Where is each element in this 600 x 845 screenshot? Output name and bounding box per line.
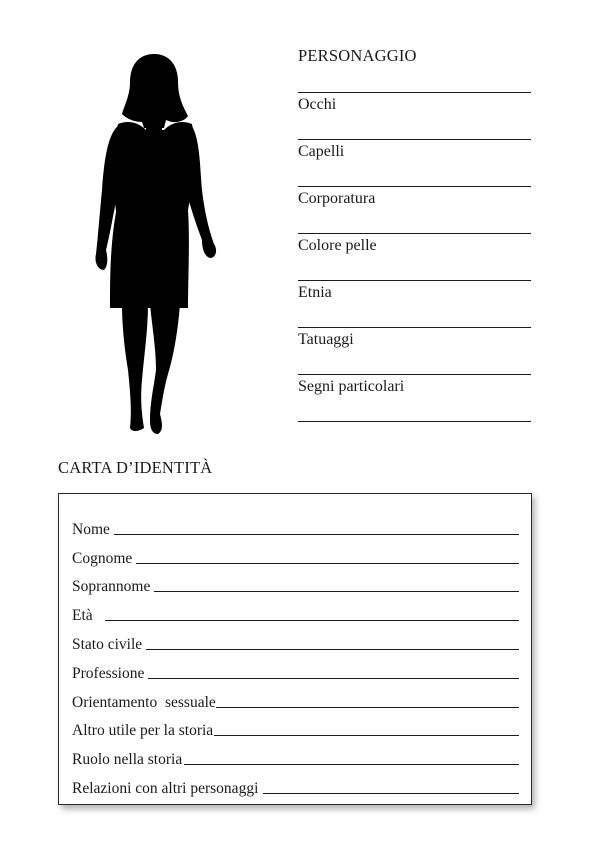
trait-label: Corporatura [298,190,376,207]
field-line[interactable] [114,534,519,535]
field-line[interactable] [148,678,519,679]
field-label: Ruolo nella storia [72,751,183,769]
trait-line[interactable] [298,421,531,422]
field-line[interactable] [105,620,519,621]
field-line[interactable] [184,764,519,765]
field-story-role [72,740,519,769]
field-age [72,596,519,625]
trait-eyes [298,95,534,140]
trait-skin-color [298,236,534,281]
field-last-name [72,539,519,568]
trait-label: Occhi [298,96,337,113]
character-traits [298,46,534,422]
field-line[interactable] [136,563,519,564]
field-line[interactable] [214,735,519,736]
trait-label: Etnia [298,284,332,301]
field-profession [72,654,519,683]
trait-label: Segni particolari [298,378,405,395]
field-orientation [72,683,519,712]
field-nickname [72,568,519,597]
field-label: Soprannome [72,578,151,596]
trait-line[interactable] [298,280,531,281]
field-label: Cognome [72,549,133,567]
field-label: Altro utile per la storia [72,722,214,740]
trait-label: Tatuaggi [298,331,354,348]
trait-label: Capelli [298,143,345,160]
trait-line[interactable] [298,186,531,187]
trait-label: Colore pelle [298,237,377,254]
identity-card [58,493,532,805]
trait-ethnicity [298,283,534,328]
field-label: Professione [72,664,145,682]
field-label: Età [72,607,93,625]
field-label: Nome [72,520,110,538]
identity-fields [72,510,519,798]
field-line[interactable] [263,793,519,794]
field-label: Relazioni con altri personaggi [72,779,259,797]
character-name-line[interactable] [298,92,531,93]
field-label: Orientamento sessuale [72,693,216,711]
character-title: PERSONAGGIO [298,46,417,65]
field-marital-status [72,625,519,654]
trait-line[interactable] [298,327,531,328]
field-relationships [72,769,519,798]
field-first-name [72,510,519,539]
trait-hair [298,142,534,187]
field-story-notes [72,712,519,741]
field-line[interactable] [154,591,519,592]
identity-card-title: CARTA D’IDENTITÀ [58,458,213,477]
trait-tattoos [298,330,534,375]
trait-build [298,189,534,234]
trait-line[interactable] [298,233,531,234]
trait-line[interactable] [298,139,531,140]
field-line[interactable] [146,649,519,650]
trait-line[interactable] [298,374,531,375]
field-line[interactable] [216,707,519,708]
woman-silhouette-icon [88,50,224,440]
trait-distinguishing-marks [298,377,534,422]
field-label: Stato civile [72,635,143,653]
